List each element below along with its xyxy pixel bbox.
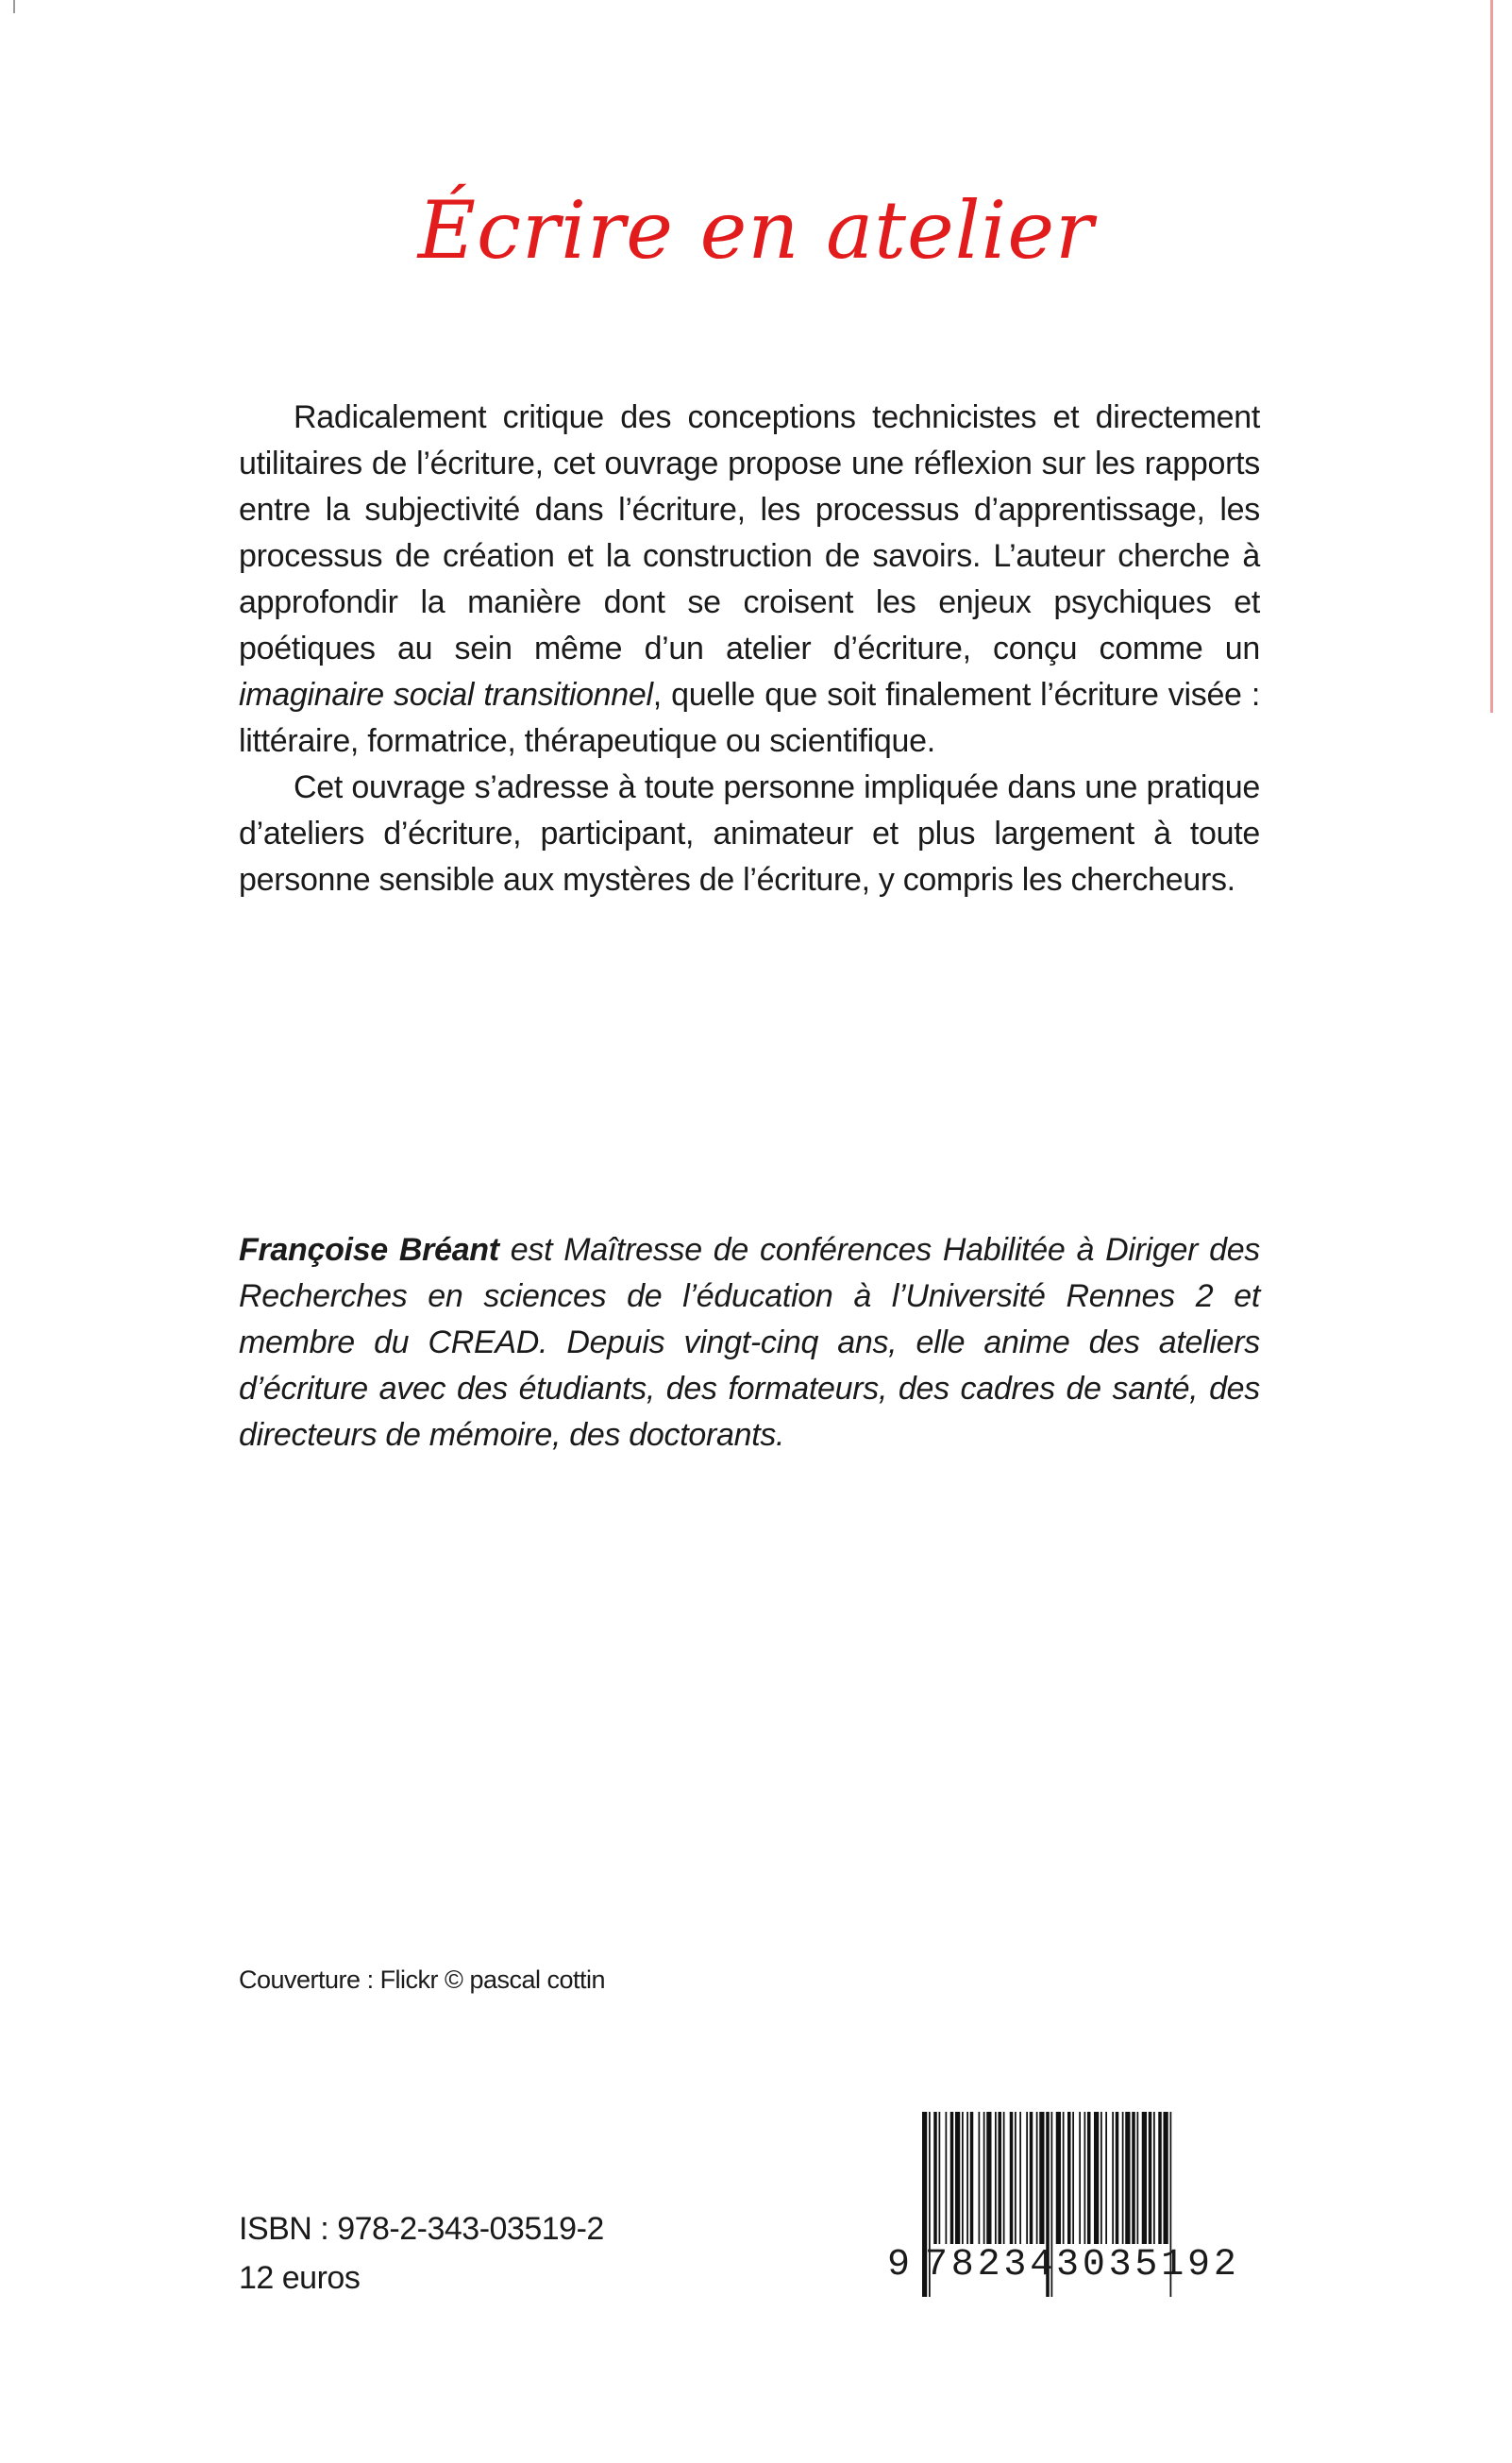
price: 12 euros (239, 2260, 361, 2296)
barcode-bar (1036, 2112, 1038, 2244)
cover-credit: Couverture : Flickr © pascal cottin (239, 1965, 606, 1994)
barcode-bar (939, 2112, 941, 2244)
barcode-bar (1084, 2112, 1086, 2244)
barcode-bar (995, 2112, 997, 2244)
summary-paragraph-1 (239, 395, 1260, 765)
isbn: ISBN : 978-2-343-03519-2 (239, 2211, 604, 2247)
barcode-bar (1137, 2112, 1139, 2244)
summary (239, 395, 1260, 903)
barcode-bar (1087, 2112, 1091, 2244)
barcode-bar (1164, 2112, 1168, 2244)
barcode-bar (1030, 2112, 1033, 2244)
barcode-bar (962, 2112, 964, 2244)
author-bio (239, 1227, 1260, 1459)
barcode-bar (1100, 2112, 1102, 2244)
barcode-bar (1094, 2112, 1099, 2244)
barcode-bar (1142, 2112, 1147, 2244)
barcode-bar (1003, 2112, 1005, 2244)
barcode-lead-digit: 9 (887, 2244, 912, 2286)
cover-edge-line (1490, 0, 1493, 713)
author-paragraph (239, 1227, 1260, 1459)
barcode-bar (983, 2112, 985, 2244)
barcode-bar (1079, 2112, 1081, 2244)
barcode-bar (1105, 2112, 1107, 2244)
barcode-bar (1072, 2112, 1074, 2244)
barcode-bar (999, 2112, 1002, 2244)
barcode-bar (1063, 2112, 1065, 2244)
barcode-bar (1132, 2112, 1135, 2244)
barcode-bar (1056, 2112, 1061, 2244)
barcode-bar (1116, 2112, 1119, 2244)
author-name: Françoise Bréant (239, 1232, 499, 1268)
author-description: est Maîtresse de conférences Habilitée à Diriger des Recherches en sciences de l’éducation à l’Université Rennes 2 et membre du CREAD. Depuis vingt-cinq ans, elle anime des ateliers d’écriture avec des étudiants, des formateurs, des cadres de santé, des directeurs de mémoire, des doctorants. (239, 1232, 1261, 1453)
barcode-bar (1019, 2112, 1021, 2244)
barcode-digits: 782343035192 (925, 2244, 1240, 2286)
barcode-bar (1158, 2112, 1162, 2244)
barcode-bar (986, 2112, 991, 2244)
barcode-bar (1039, 2112, 1044, 2244)
barcode-bar (1149, 2112, 1152, 2244)
barcode-bar (933, 2112, 937, 2244)
summary-emphasis: imaginaire social transitionnel (239, 677, 653, 713)
barcode-bar (970, 2112, 974, 2244)
crop-mark (13, 0, 15, 13)
barcode-bar (1067, 2112, 1071, 2244)
summary-text-b: , quelle que soit finalement l’écriture visée : littéraire, formatrice, thérapeutique ou scientifique. (239, 677, 1260, 759)
barcode-bar (946, 2112, 948, 2244)
barcode-bar (1010, 2112, 1014, 2244)
barcode-bar (979, 2112, 981, 2244)
summary-text-a: Radicalement critique des conceptions technicistes et directement utilitaires de l’écriture, cet ouvrage propose une réflexion sur les rapports entre la subjectivité dans l’écriture, les processus d’apprentissage, les processus de création et la construction de savoirs. L’auteur cherche à approfondir la manière dont se croisent les enjeux psychiques et poétiques au sein même d’un atelier d’écriture, conçu comme un (239, 399, 1260, 666)
summary-paragraph-2: Cet ouvrage s’adresse à toute personne impliquée dans une pratique d’ateliers d’écriture, participant, animateur et plus largement à toute personne sensible aux mystères de l’écriture, y compris les chercheurs. (239, 769, 1260, 898)
barcode-bar (1153, 2112, 1155, 2244)
barcode-bar (1125, 2112, 1130, 2244)
barcode-bar (966, 2112, 968, 2244)
barcode-number (887, 2244, 1265, 2301)
book-title: Écrire en atelier (417, 184, 1095, 277)
barcode-bar (1112, 2112, 1114, 2244)
barcode-bar (955, 2112, 960, 2244)
barcode-bar (950, 2112, 954, 2244)
barcode-bar (1015, 2112, 1016, 2244)
barcode-bar (1026, 2112, 1028, 2244)
barcode-bar (1122, 2112, 1124, 2244)
